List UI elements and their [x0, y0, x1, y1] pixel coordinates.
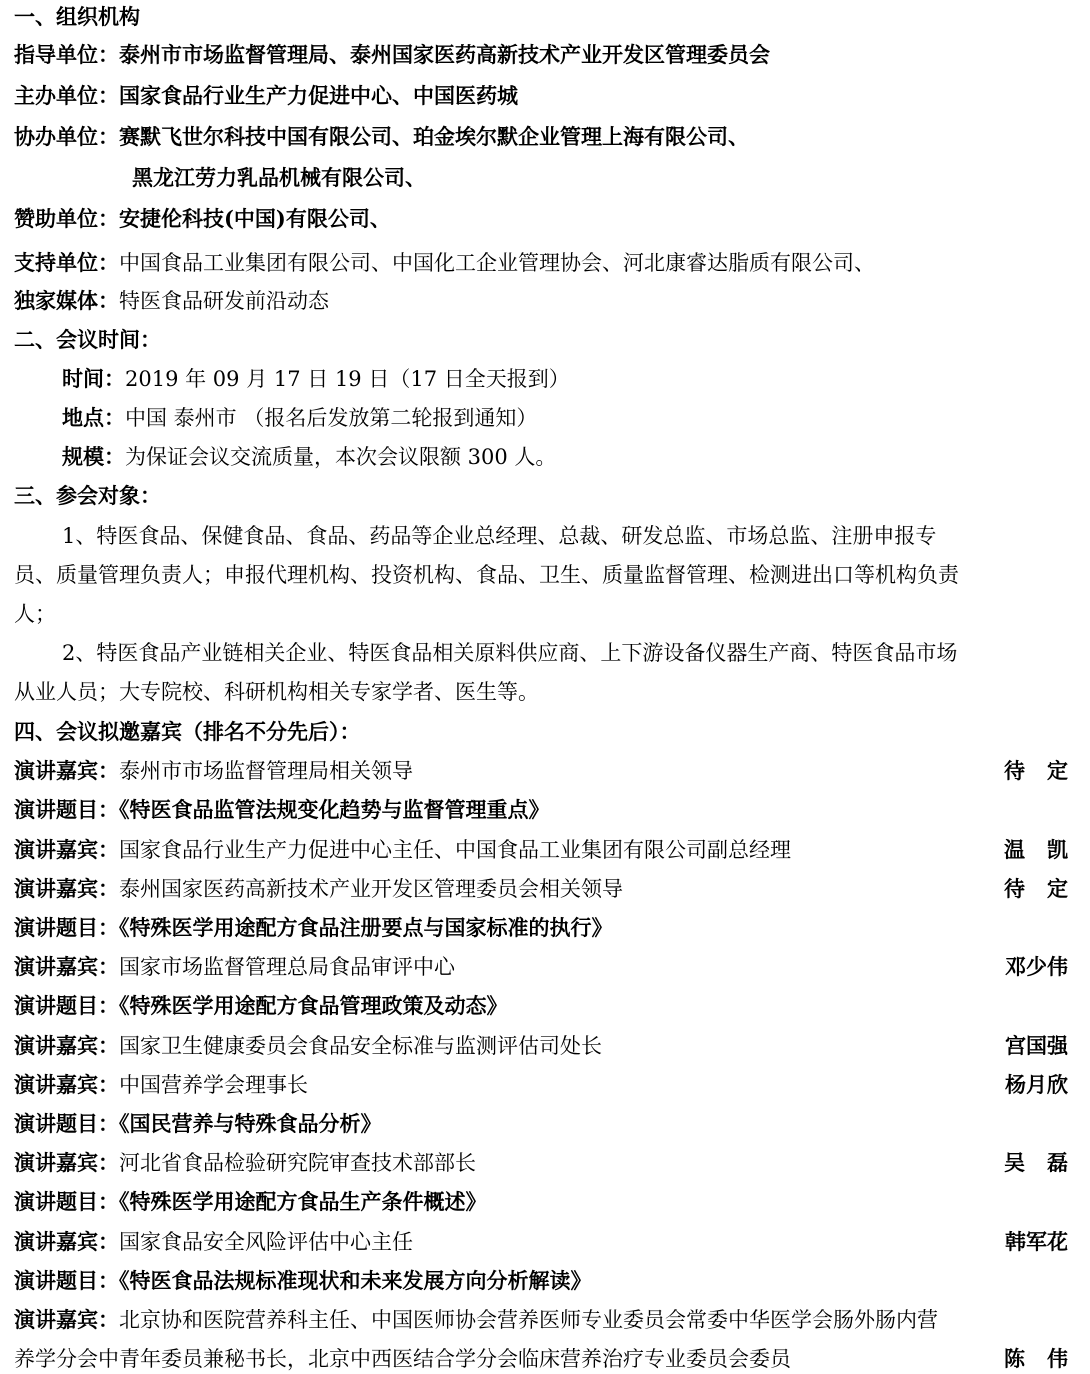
topic-label: 演讲题目： — [14, 1189, 119, 1214]
place-text: 中国 泰州市 （报名后发放第二轮报到通知） — [125, 406, 538, 430]
speaker-desc: 国家市场监督管理总局食品审评中心 — [119, 955, 455, 979]
topic-label: 演讲题目： — [14, 1111, 119, 1136]
speaker-label: 演讲嘉宾： — [14, 1307, 119, 1332]
co-unit-label: 协办单位： — [14, 124, 119, 149]
co-unit-text-continued: 黑龙江劳力乳品机械有限公司、 — [132, 165, 426, 190]
topic-row — [14, 913, 1068, 943]
speaker-name: 温凯 — [1004, 837, 1090, 862]
host-unit-line — [14, 81, 1068, 111]
audience-p2-line1: 2、特医食品产业链相关企业、特医食品相关原料供应商、上下游设备仪器生产商、特医食品市场 — [62, 641, 958, 665]
speaker-desc: 北京协和医院营养科主任、中国医师协会营养医师专业委员会常委中华医学会肠外肠内营 — [119, 1308, 938, 1332]
co-unit-text: 赛默飞世尔科技中国有限公司、珀金埃尔默企业管理上海有限公司、 — [119, 124, 749, 149]
support-unit-label: 支持单位： — [14, 250, 119, 275]
speaker-row — [14, 835, 1090, 865]
speaker-desc: 国家卫生健康委员会食品安全标准与监测评估司处长 — [119, 1034, 602, 1058]
section-2-heading: 二、会议时间： — [14, 327, 161, 352]
guide-unit-line — [14, 40, 1068, 70]
time-label: 时间： — [62, 366, 125, 391]
speaker-name: 吴磊 — [1004, 1150, 1090, 1175]
speaker-name: 宫国强 — [1005, 1033, 1068, 1058]
guide-unit-text: 泰州市市场监督管理局、泰州国家医药高新技术产业开发区管理委员会 — [119, 42, 770, 67]
speaker-row — [14, 1148, 1090, 1178]
guide-unit-label: 指导单位： — [14, 42, 119, 67]
topic-label: 演讲题目： — [14, 1268, 119, 1293]
speaker-desc: 中国营养学会理事长 — [119, 1073, 308, 1097]
time-line — [62, 364, 1068, 394]
section-1-heading: 一、组织机构 — [14, 4, 140, 29]
sponsor-unit-line — [14, 204, 1068, 234]
media-label: 独家媒体： — [14, 288, 119, 313]
co-unit-line — [14, 122, 1068, 152]
topic-row — [14, 795, 1068, 825]
media-line — [14, 286, 1068, 316]
speaker-desc: 泰州国家医药高新技术产业开发区管理委员会相关领导 — [119, 877, 623, 901]
place-label: 地点： — [62, 405, 125, 430]
speaker-label: 演讲嘉宾： — [14, 758, 119, 783]
topic-title: 《特殊医学用途配方食品生产条件概述》 — [119, 1189, 487, 1214]
topic-title: 《国民营养与特殊食品分析》 — [119, 1111, 382, 1136]
host-unit-label: 主办单位： — [14, 83, 119, 108]
audience-p1-line1: 1、特医食品、保健食品、食品、药品等企业总经理、总裁、研发总监、市场总监、注册申报专 — [62, 524, 937, 548]
scale-text: 为保证会议交流质量，本次会议限额 300 人。 — [125, 445, 557, 469]
time-text: 2019 年 09 月 17 日 19 日（17 日全天报到） — [125, 367, 570, 391]
speaker-row — [14, 952, 1068, 982]
speaker-desc-continued: 养学分会中青年委员兼秘书长，北京中西医结合学分会临床营养治疗专业委员会委员 — [14, 1347, 791, 1371]
scale-line — [62, 442, 1068, 472]
topic-label: 演讲题目： — [14, 797, 119, 822]
speaker-label: 演讲嘉宾： — [14, 1150, 119, 1175]
media-text: 特医食品研发前沿动态 — [119, 289, 329, 313]
topic-label: 演讲题目： — [14, 993, 119, 1018]
topic-title: 《特医食品监管法规变化趋势与监督管理重点》 — [119, 797, 550, 822]
speaker-label: 演讲嘉宾： — [14, 1229, 119, 1254]
topic-row — [14, 1109, 1068, 1139]
topic-row — [14, 1266, 1068, 1296]
scale-label: 规模： — [62, 444, 125, 469]
speaker-desc: 国家食品行业生产力促进中心主任、中国食品工业集团有限公司副总经理 — [119, 838, 791, 862]
speaker-row — [14, 756, 1090, 786]
support-unit-text: 中国食品工业集团有限公司、中国化工企业管理协会、河北康睿达脂质有限公司、 — [119, 251, 875, 275]
section-3-heading: 三、参会对象： — [14, 483, 161, 508]
speaker-label: 演讲嘉宾： — [14, 1072, 119, 1097]
speaker-name: 待定 — [1004, 758, 1090, 783]
speaker-desc: 河北省食品检验研究院审查技术部部长 — [119, 1151, 476, 1175]
topic-row — [14, 1187, 1068, 1217]
place-line — [62, 403, 1068, 433]
speaker-name: 陈伟 — [1004, 1346, 1090, 1371]
speaker-row — [14, 1070, 1068, 1100]
speaker-desc: 泰州市市场监督管理局相关领导 — [119, 759, 413, 783]
speaker-name: 韩军花 — [1005, 1229, 1068, 1254]
speaker-row-continued — [14, 1344, 1090, 1374]
audience-p1-line2: 员、质量管理负责人；申报代理机构、投资机构、食品、卫生、质量监督管理、检测进出口等机构负责 — [14, 563, 959, 587]
support-unit-line — [14, 248, 1068, 278]
sponsor-unit-label: 赞助单位： — [14, 206, 119, 231]
topic-row — [14, 991, 1068, 1021]
speaker-desc: 国家食品安全风险评估中心主任 — [119, 1230, 413, 1254]
speaker-row — [14, 1305, 1068, 1335]
speaker-row — [14, 1227, 1068, 1257]
speaker-label: 演讲嘉宾： — [14, 837, 119, 862]
audience-p1-line3: 人； — [14, 602, 56, 626]
topic-title: 《特殊医学用途配方食品管理政策及动态》 — [119, 993, 508, 1018]
speaker-row — [14, 1031, 1068, 1061]
speaker-label: 演讲嘉宾： — [14, 1033, 119, 1058]
section-4-heading: 四、会议拟邀嘉宾（排名不分先后）： — [14, 719, 361, 744]
host-unit-text: 国家食品行业生产力促进中心、中国医药城 — [119, 83, 518, 108]
audience-p2-line2: 从业人员；大专院校、科研机构相关专家学者、医生等。 — [14, 680, 539, 704]
speaker-name: 邓少伟 — [1005, 954, 1068, 979]
topic-title: 《特医食品法规标准现状和未来发展方向分析解读》 — [119, 1268, 592, 1293]
speaker-row — [14, 874, 1090, 904]
topic-label: 演讲题目： — [14, 915, 119, 940]
speaker-name: 杨月欣 — [1005, 1072, 1068, 1097]
speaker-name: 待定 — [1004, 876, 1090, 901]
sponsor-unit-text: 安捷伦科技(中国)有限公司、 — [119, 206, 391, 231]
topic-title: 《特殊医学用途配方食品注册要点与国家标准的执行》 — [119, 915, 613, 940]
speaker-label: 演讲嘉宾： — [14, 876, 119, 901]
speaker-label: 演讲嘉宾： — [14, 954, 119, 979]
